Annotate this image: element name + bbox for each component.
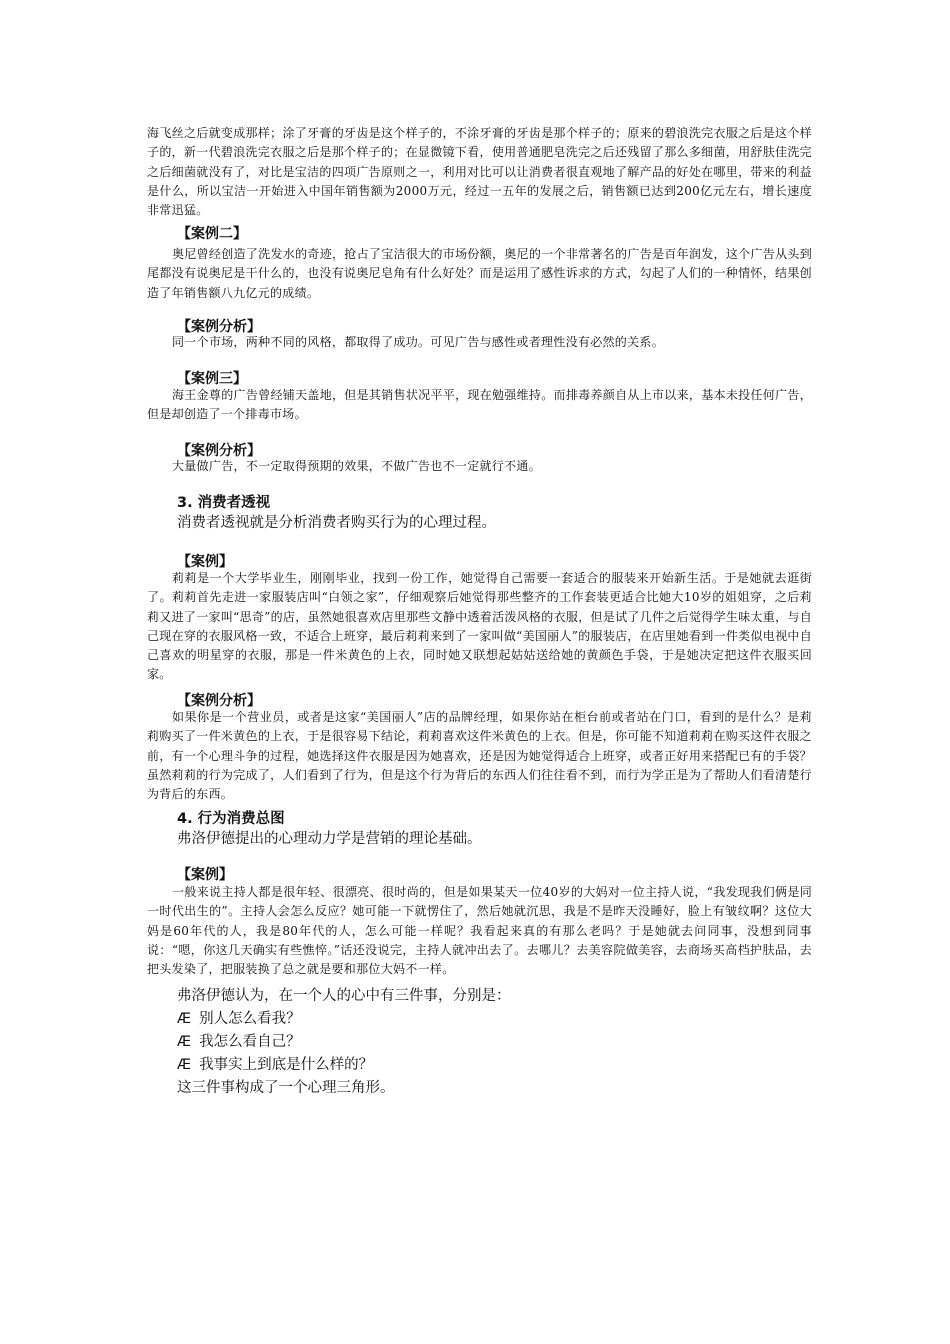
- heading-case-3: 【案例三】: [177, 371, 247, 387]
- bullet-text: 我怎么看自己？: [199, 1034, 301, 1050]
- paragraph-case-2: 奥尼曾经创造了洗发水的奇迹，抢占了宝洁很大的市场份额，奥尼的一个非常著名的广告是百年润发，这个广告从头到尾都没有说奥尼是干什么的，也没有说奥尼皂角有什么好处？而是运用了感性诉求的方式，勾起了人们的一种情怀，结果创造了年销售额八九亿元的成绩。: [147, 247, 812, 300]
- paragraph-case-3: 海王金尊的广告曾经铺天盖地，但是其销售状况平平，现在勉强维持。而排毒养颜自从上市以来，基本未投任何广告，但是却创造了一个排毒市场。: [147, 388, 812, 422]
- heading-case-4: 【案例】: [177, 554, 233, 570]
- paragraph-case-analysis-2: 大量做广告，不一定取得预期的效果，不做广告也不一定就行不通。: [172, 459, 542, 473]
- paragraph-case-analysis-1: 同一个市场，两种不同的风格，都取得了成功。可见广告与感性或者理性没有必然的关系。: [172, 335, 665, 349]
- bullet-mark-icon: Æ: [177, 1011, 192, 1027]
- bullet-item-2: [177, 1031, 301, 1053]
- paragraph-case-5: 一般来说主持人都是很年轻、很漂亮、很时尚的，但是如果某天一位40岁的大妈对一位主持人说，“我发现我们俩是同一时代出生的”。主持人会怎么反应？她可能一下就愣住了，然后她就沉思，我是不是昨天没睡好，脸上有皱纹啊？这位大妈是60年代的人，我是80年代的人，怎么可能一样呢？我看起来真的有那么老吗？于是她就去问同事，没想到同事说：“嗯，你这几天确实有些憔悴。”话还没说完，主持人就冲出去了。去哪儿？去美容院做美容，去商场买高档护肤品，去把头发染了，把服装换了总之就是要和那位大妈不一样。: [147, 885, 812, 977]
- heading-case-2: 【案例二】: [177, 226, 247, 242]
- section-lead-3: 消费者透视就是分析消费者购买行为的心理过程。: [177, 515, 496, 531]
- section-lead-4: 弗洛伊德提出的心理动力学是营销的理论基础。: [177, 831, 482, 847]
- section-title-4: 4. 行为消费总图: [177, 811, 285, 827]
- heading-case-5: 【案例】: [177, 867, 233, 883]
- heading-case-analysis-3: 【案例分析】: [177, 693, 261, 709]
- section-title-3: 3. 消费者透视: [177, 495, 271, 511]
- bullet-mark-icon: Æ: [177, 1057, 192, 1073]
- paragraph-case-analysis-3: 如果你是一个营业员，或者是这家“美国丽人”店的品牌经理，如果你站在柜台前或者站在门口，看到的是什么？是莉莉购买了一件米黄色的上衣，于是很容易下结论，莉莉喜欢这件米黄色的上衣。但是，你可能不知道莉莉在购买这件衣服之前，有一个心理斗争的过程，她选择这件衣服是因为她喜欢，还是因为她觉得适合上班穿，或者正好用来搭配已有的手袋？虽然莉莉的行为完成了，人们看到了行为，但是这个行为背后的东西人们往往看不到，而行为学正是为了帮助人们看清楚行为背后的东西。: [147, 710, 812, 802]
- bullet-mark-icon: Æ: [177, 1034, 192, 1050]
- bullet-item-3: [177, 1054, 373, 1076]
- closing-line: 这三件事构成了一个心理三角形。: [177, 1080, 395, 1096]
- bullet-text: 我事实上到底是什么样的？: [199, 1057, 374, 1073]
- paragraph-intro: 海飞丝之后就变成那样；涂了牙膏的牙齿是这个样子的，不涂牙膏的牙齿是那个样子的；原来的碧浪洗完衣服之后是这个样子的，新一代碧浪洗完衣服之后是那个样子的；在显微镜下看，使用普通肥皂洗完之后还残留了那么多细菌，用舒肤佳洗完之后细菌就没有了，对比是宝洁的四项广告原则之一，利用对比可以让消费者很直观地了解产品的好处在哪里，带来的利益是什么，所以宝洁一开始进入中国年销售额为2000万元，经过一五年的发展之后，销售额已达到200亿元左右，增长速度非常迅猛。: [147, 126, 812, 218]
- paragraph-case-4: 莉莉是一个大学毕业生，刚刚毕业，找到一份工作，她觉得自己需要一套适合的服装来开始新生活。于是她就去逛街了。莉莉首先走进一家服装店叫“白领之家”，仔细观察后她觉得那些整齐的工作套装更适合比她大10岁的姐姐穿，之后莉莉又进了一家叫“思奇”的店，虽然她很喜欢店里那些文静中透着活泼风格的衣服，但是试了几件之后觉得学生味太重，与自己现在穿的衣服风格一致，不适合上班穿，最后莉莉来到了一家叫做“美国丽人”的服装店，在店里她看到一件类似电视中自己喜欢的明星穿的衣服，那是一件米黄色的上衣，同时她又联想起姑姑送给她的黄颜色手袋，于是她决定把这件衣服买回家。: [147, 571, 812, 682]
- bullet-item-1: [177, 1008, 301, 1030]
- heading-case-analysis-2: 【案例分析】: [177, 443, 261, 459]
- bullet-text: 别人怎么看我？: [199, 1011, 301, 1027]
- heading-case-analysis-1: 【案例分析】: [177, 319, 261, 335]
- freud-intro: 弗洛伊德认为，在一个人的心中有三件事，分别是：: [177, 988, 511, 1004]
